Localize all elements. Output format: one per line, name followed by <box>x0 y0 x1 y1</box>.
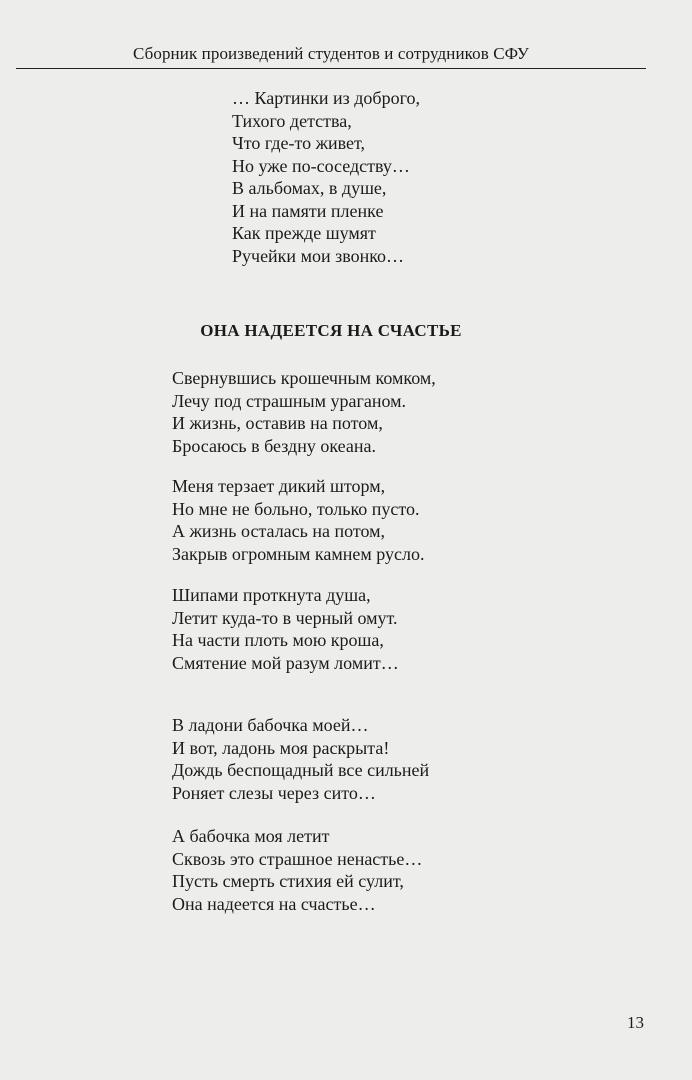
poem-title: ОНА НАДЕЕТСЯ НА СЧАСТЬЕ <box>200 321 462 340</box>
poem-line: Бросаюсь в бездну океана. <box>172 435 376 456</box>
poem-line: Она надеется на счастье… <box>172 893 376 914</box>
poem-line: И вот, ладонь моя раскрыта! <box>172 737 390 758</box>
poem-line: На части плоть мою кроша, <box>172 630 384 650</box>
poem-stanza-5 <box>172 825 422 915</box>
poem-line: А бабочка моя летит <box>172 826 330 846</box>
poem-line: Дождь беспощадный все сильней <box>172 760 430 780</box>
poem-line: Пусть смерть стихия ей сулит, <box>172 871 404 891</box>
poem-line: … Картинки из доброго, <box>232 88 421 108</box>
poem-line: Шипами проткнута душа, <box>172 585 371 605</box>
poem-line: В альбомах, в душе, <box>232 178 387 198</box>
poem-line: Но мне не больно, только пусто. <box>172 498 420 519</box>
poem-line: Меня терзает дикий шторм, <box>172 476 386 496</box>
poem-line: Закрыв огромным камнем русло. <box>172 543 425 564</box>
running-header: Сборник произведений студентов и сотрудников СФУ <box>132 44 530 63</box>
page-number: 13 <box>627 1013 644 1032</box>
poem-line: И жизнь, оставив на потом, <box>172 413 383 433</box>
poem-line: Свернувшись крошечным комком, <box>172 368 436 388</box>
poem-line: А жизнь осталась на потом, <box>172 521 386 541</box>
poem-line: Лечу под страшным ураганом. <box>172 390 407 411</box>
poem-stanza-4 <box>172 714 429 804</box>
poem-stanza-1 <box>172 367 436 457</box>
header-rule <box>16 68 646 69</box>
poem-line: В ладони бабочка моей… <box>172 715 369 735</box>
poem-line: Ручейки мои звонко… <box>232 245 405 266</box>
poem-stanza-3 <box>172 584 399 674</box>
poem-line: Смятение мой разум ломит… <box>172 652 399 673</box>
poem-line: Как прежде шумят <box>232 223 376 243</box>
poem-line: Тихого детства, <box>232 110 352 131</box>
poem-line: Сквозь это страшное ненастье… <box>172 848 423 869</box>
intro-stanza <box>232 87 420 267</box>
poem-line: Роняет слезы через сито… <box>172 782 376 803</box>
poem-line: Но уже по-соседству… <box>232 155 410 176</box>
poem-line: И на памяти пленке <box>232 200 384 221</box>
poem-line: Летит куда-то в черный омут. <box>172 607 398 628</box>
poem-stanza-2 <box>172 475 425 565</box>
poem-line: Что где-то живет, <box>232 133 366 153</box>
